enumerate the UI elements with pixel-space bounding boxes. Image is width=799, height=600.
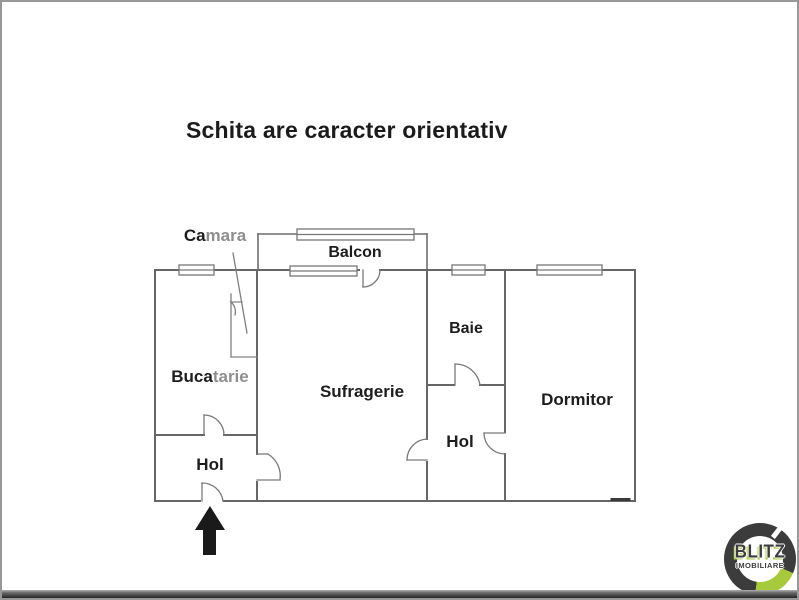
bottom-bar (2, 590, 797, 598)
room-label-camara: Camara (183, 226, 247, 245)
room-label-balcon: Balcon (328, 244, 382, 261)
balcony-window (297, 229, 414, 240)
sufragerie-window (290, 266, 357, 276)
room-label-hol-right: Hol (446, 432, 474, 451)
logo-text (724, 543, 796, 570)
room-label-dormitor: Dormitor (541, 390, 613, 409)
camara-closet (231, 253, 257, 357)
dormitor-window (537, 265, 602, 275)
room-label-sufragerie: Sufragerie (319, 382, 405, 401)
room-label-bucatarie: Bucatarie (171, 367, 249, 386)
bucatarie-door (204, 415, 224, 435)
hol2-dormitor-door (484, 433, 505, 454)
room-label-hol-left: Hol (196, 455, 224, 474)
agency-logo (724, 523, 796, 595)
room-label-baie: Baie (449, 320, 483, 337)
baie-window (452, 265, 485, 275)
hol-sufragerie-door (257, 454, 280, 480)
logo-brand-name: BLITZ (734, 541, 786, 562)
balcony-door (363, 270, 380, 287)
logo-brand-subtitle: IMOBILIARE (735, 561, 785, 570)
floor-plan-drawing (2, 2, 799, 600)
arrow-up-icon (195, 506, 225, 555)
bucatarie-window (179, 265, 214, 275)
baie-door (455, 364, 480, 385)
sufragerie-hol2-door (407, 439, 427, 460)
entrance-door (202, 483, 223, 501)
disclaimer-title: Schita are caracter orientativ (186, 117, 508, 143)
